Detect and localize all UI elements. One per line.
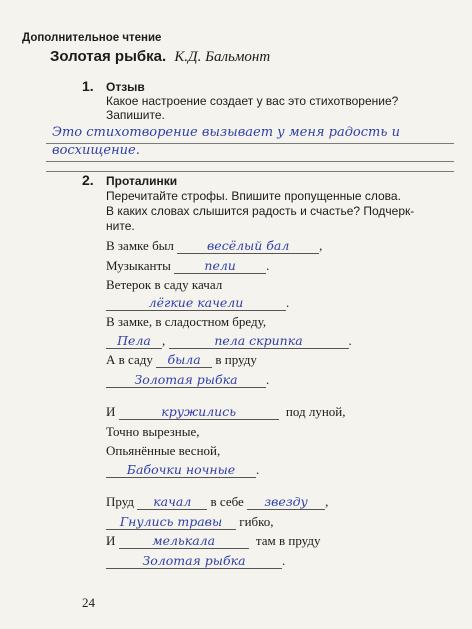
poem-line-5: В замке, в сладостном бреду, xyxy=(106,314,267,329)
fill-answer: Бабочки ночные xyxy=(126,462,236,477)
task1-number: 1. xyxy=(82,78,94,94)
poem-text: А в саду xyxy=(106,352,153,367)
poem-text: И xyxy=(106,404,116,419)
poem-text: Музыканты xyxy=(106,258,171,273)
poem-line-13 xyxy=(106,494,328,510)
task2-number: 2. xyxy=(82,172,94,188)
page-number: 24 xyxy=(82,595,95,610)
fill-blank-7[interactable] xyxy=(106,372,266,388)
fill-answer: Гнулись травы xyxy=(119,514,223,529)
task1-instruction-2: Запишите. xyxy=(106,108,165,122)
poem-text: И xyxy=(106,533,116,548)
poem-line-8 xyxy=(106,372,269,388)
task2-instruction-3: ните. xyxy=(106,219,135,233)
section-heading: Дополнительное чтение xyxy=(22,32,162,44)
fill-blank-12[interactable] xyxy=(106,514,236,530)
fill-blank-1[interactable] xyxy=(177,238,319,254)
task2-title: Проталинки xyxy=(106,174,178,188)
poem-line-12 xyxy=(106,462,259,478)
poem-line-4 xyxy=(106,295,289,311)
fill-answer: пели xyxy=(204,258,236,273)
poem-punct: . xyxy=(282,553,286,568)
fill-answer: Золотая рыбка xyxy=(134,372,238,387)
poem-line-15 xyxy=(106,533,320,549)
fill-answer: Золотая рыбка xyxy=(142,553,246,568)
poem-text: в пруду xyxy=(215,352,257,367)
poem-punct: . xyxy=(266,258,270,273)
fill-blank-6[interactable] xyxy=(156,352,212,368)
poem-punct: . xyxy=(348,333,352,348)
fill-answer: звезду xyxy=(264,494,308,509)
fill-answer: пела скрипка xyxy=(214,333,303,348)
poem-text: под луной, xyxy=(285,404,346,419)
poem-punct: , xyxy=(319,238,323,253)
poem-text: Пруд xyxy=(106,494,135,509)
task2-instruction-1: Перечитайте строфы. Впишите пропущенные слова. xyxy=(106,189,401,203)
answer-line-2[interactable] xyxy=(46,143,454,162)
fill-blank-14[interactable] xyxy=(106,553,282,569)
answer-text-1: Это стихотворение вызывает у меня радость и xyxy=(52,125,400,140)
fill-blank-3[interactable] xyxy=(106,295,286,311)
fill-blank-10[interactable] xyxy=(137,494,207,510)
task1-instruction-1: Какое настроение создает у вас это стихотворение? xyxy=(106,94,399,108)
answer-line-1[interactable] xyxy=(46,125,454,144)
poem-line-1 xyxy=(106,238,322,254)
answer-line-3[interactable] xyxy=(46,161,454,172)
fill-blank-8[interactable] xyxy=(119,404,279,420)
page-title xyxy=(50,48,270,66)
fill-answer: кружились xyxy=(161,404,237,419)
poem-author: К.Д. Бальмонт xyxy=(174,49,271,65)
fill-answer: была xyxy=(167,352,201,367)
fill-blank-4[interactable] xyxy=(106,333,162,349)
poem-text: в себе xyxy=(210,494,244,509)
fill-blank-2[interactable] xyxy=(174,258,266,274)
poem-punct: . xyxy=(256,462,260,477)
task1-title: Отзыв xyxy=(106,80,145,94)
answer-text-2: восхищение. xyxy=(52,143,140,158)
poem-punct: . xyxy=(266,372,270,387)
fill-blank-13[interactable] xyxy=(119,533,249,549)
fill-answer: лёгкие качели xyxy=(148,295,244,310)
poem-line-3: Ветерок в саду качал xyxy=(106,277,223,292)
poem-line-9 xyxy=(106,404,346,420)
poem-line-6: Пела , пела скрипка . xyxy=(106,333,352,349)
fill-blank-11[interactable] xyxy=(247,494,325,510)
poem-line-10: Точно вырезные, xyxy=(106,424,200,439)
fill-answer: Пела xyxy=(117,333,151,348)
poem-text: гибко, xyxy=(239,514,274,529)
fill-answer: мелькала xyxy=(152,533,216,548)
poem-text: В замке был xyxy=(106,238,174,253)
fill-blank-9[interactable] xyxy=(106,462,256,478)
poem-title: Золотая рыбка. xyxy=(50,48,167,65)
poem-line-2 xyxy=(106,258,269,274)
poem-punct: , xyxy=(325,494,329,509)
poem-line-14 xyxy=(106,514,274,530)
fill-blank-5[interactable] xyxy=(169,333,349,349)
fill-answer: весёлый бал xyxy=(207,238,290,253)
fill-answer: качал xyxy=(153,494,192,509)
poem-punct: . xyxy=(286,295,290,310)
task2-instruction-2: В каких словах слышится радость и счастье? Подчерк- xyxy=(106,204,415,218)
poem-line-7 xyxy=(106,352,257,368)
poem-line-16 xyxy=(106,553,285,569)
poem-line-11: Опьянённые весной, xyxy=(106,443,221,458)
poem-text: там в пруду xyxy=(255,533,321,548)
